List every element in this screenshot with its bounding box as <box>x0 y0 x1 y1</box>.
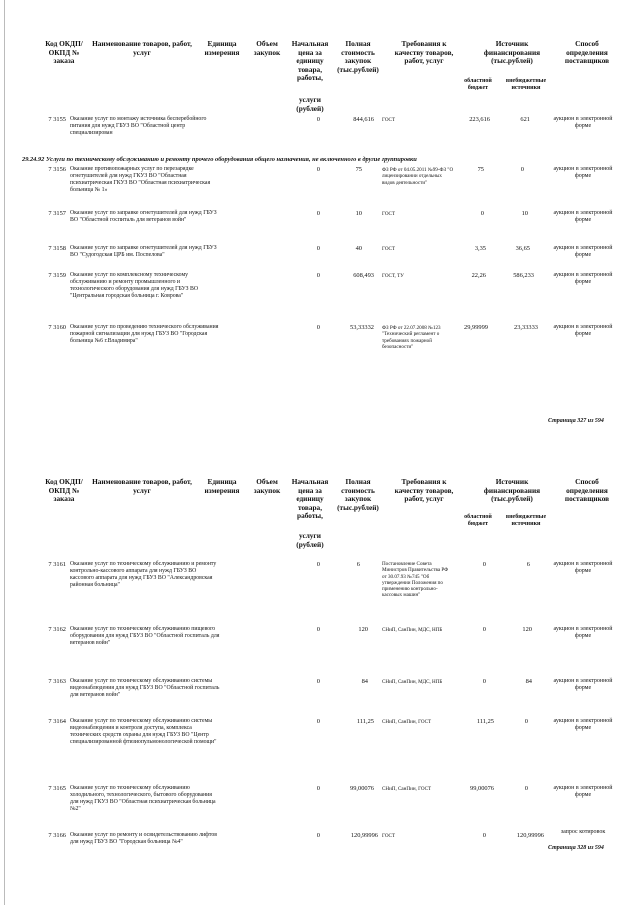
row-name: Оказание услуг по техническому обслуживанию системы видеонаблюдения для нужд ГБУЗ ВО "Областной госпиталь для ветеранов войн" <box>70 678 220 698</box>
header-name: Наименование товаров, работ, услуг <box>92 39 192 57</box>
row-total: 40 <box>355 245 362 252</box>
page-number: Страница 328 из 594 <box>548 845 604 851</box>
row-name: Оказание услуг по комплексному техническому обслуживанию и ремонту промышленного и технологического оборудования для нужд ГБУЗ ВО "Центральная городская больница г. Коврова" <box>70 272 199 299</box>
row-code: 7 3157 <box>48 210 66 217</box>
row-name: Оказание услуг по заправке огнетушителей для нужд ГБУЗ ВО "Областной госпиталь для ветеранов войн" <box>70 210 217 223</box>
header-method: Способ определения поставщиков <box>564 39 610 66</box>
row-requirements: ГОСТ <box>382 833 396 839</box>
header-price: Начальная цена за единицу товара, работы, <box>291 477 329 521</box>
header-volume: Объем закупок <box>253 39 281 57</box>
header-price: Начальная цена за единицу товара, работы, <box>291 39 329 83</box>
row-extra: 10 <box>521 210 528 217</box>
row-total: 608,493 <box>353 272 374 279</box>
row-method: аукцион в электронной форме <box>553 116 613 129</box>
row-extra: 36,65 <box>515 245 530 252</box>
row-code: 7 3162 <box>48 626 66 633</box>
header-source: Источник финансирования (тыс.рублей) <box>483 39 541 66</box>
row-code: 7 3156 <box>48 166 66 173</box>
row-requirements: ГОСТ <box>382 246 396 252</box>
row-price: 0 <box>316 324 320 331</box>
row-total: 844,616 <box>353 116 374 123</box>
row-extra: 84 <box>525 678 532 685</box>
row-extra: 0 <box>524 785 528 792</box>
row-code: 7 3163 <box>48 678 66 685</box>
row-price: 0 <box>316 718 320 725</box>
row-price: 0 <box>316 561 320 568</box>
header-extra: внебюджетные источники <box>505 514 547 527</box>
row-extra: 23,33333 <box>514 324 538 331</box>
row-requirements: ГОСТ, ТУ <box>382 273 404 279</box>
row-extra: 6 <box>526 561 530 568</box>
header-code: Код ОКДП/ ОКПД № заказа <box>45 477 83 504</box>
row-regional: 0 <box>482 626 486 633</box>
header-source: Источник финансирования (тыс.рублей) <box>483 477 541 504</box>
row-method: аукцион в электронной форме <box>553 718 613 731</box>
row-code: 7 3158 <box>48 245 66 252</box>
page-number: Страница 327 из 594 <box>548 418 604 424</box>
row-regional: 99,00076 <box>470 785 494 792</box>
row-total: 75 <box>355 166 362 173</box>
row-code: 7 3164 <box>48 718 66 725</box>
row-price: 0 <box>316 166 320 173</box>
row-method: аукцион в электронной форме <box>553 561 613 574</box>
row-extra: 0 <box>524 718 528 725</box>
row-method: запрос котировок <box>560 829 606 835</box>
row-price: 0 <box>316 678 320 685</box>
header-price-services: услуги (рублей) <box>296 531 324 549</box>
row-total: 99,00076 <box>350 785 374 792</box>
row-extra: 586,233 <box>513 272 534 279</box>
header-regional: областной бюджет <box>464 78 492 91</box>
row-total: 84 <box>361 678 368 685</box>
row-name: Оказание услуг по ремонту и освидетельствованию лифтов для нужд ГБУЗ ВО "Городская больница №4" <box>70 832 217 845</box>
row-requirements: СНиП, СанПин, ГОСТ <box>382 719 432 725</box>
row-code: 7 3166 <box>48 832 66 839</box>
row-extra: 621 <box>520 116 530 123</box>
row-requirements: СНиП, СанПин, ГОСТ <box>382 786 432 792</box>
row-price: 0 <box>316 832 320 839</box>
row-regional: 111,25 <box>476 718 494 725</box>
row-regional: 29,99999 <box>464 324 488 331</box>
row-total: 6 <box>356 561 360 568</box>
header-requirements: Требования к качеству товаров, работ, услуг <box>394 477 454 504</box>
row-method: аукцион в электронной форме <box>553 324 613 337</box>
row-extra: 0 <box>520 166 524 173</box>
row-regional: 0 <box>482 678 486 685</box>
row-code: 7 3161 <box>48 561 66 568</box>
row-name: Оказание услуг по проведению технического обслуживания пожарной сигнализации для нужд ГБУЗ ВО "Городская больница №6 г.Владимира" <box>70 324 219 344</box>
row-code: 7 3165 <box>48 785 66 792</box>
row-method: аукцион в электронной форме <box>553 626 613 639</box>
header-method: Способ определения поставщиков <box>564 477 610 504</box>
row-name: Оказание услуг по заправке огнетушителей для нужд ГБУЗ ВО "Судогодская ЦРБ им. Поспелова" <box>70 245 217 258</box>
row-name: Оказание услуг по техническому обслуживанию и ремонту контрольно-кассового аппарата для нужд ГБУЗ ВО кассового аппарата для нужд ГБУЗ ВО "Александровская районная больница" <box>70 561 217 588</box>
row-regional: 223,616 <box>469 116 490 123</box>
row-regional: 3,35 <box>474 245 486 252</box>
row-name: Оказание услуг по монтажу источника бесперебойного питания для нужд ГБУЗ ВО "Областной центр специализирован <box>70 116 207 136</box>
header-total: Полная стоимость закупок (тыс.рублей) <box>337 477 379 512</box>
group-title: 29.24.92 Услуги по техническому обслуживанию и ремонту прочего оборудования общего назначения, не включенного в другие группировки <box>22 156 417 163</box>
header-name: Наименование товаров, работ, услуг <box>92 477 192 495</box>
row-price: 0 <box>316 785 320 792</box>
row-regional: 0 <box>482 832 486 839</box>
row-regional: 22,26 <box>471 272 486 279</box>
row-code: 7 3160 <box>48 324 66 331</box>
row-method: аукцион в электронной форме <box>553 785 613 798</box>
row-method: аукцион в электронной форме <box>553 166 613 179</box>
row-code: 7 3159 <box>48 272 66 279</box>
row-method: аукцион в электронной форме <box>553 678 613 691</box>
row-method: аукцион в электронной форме <box>553 245 613 258</box>
header-price-services: услуги (рублей) <box>296 95 324 113</box>
header-requirements: Требования к качеству товаров, работ, услуг <box>394 39 454 66</box>
row-total: 10 <box>355 210 362 217</box>
row-requirements: СНиП, СанПин, МДС, НПБ <box>382 627 443 633</box>
row-requirements: Постановление Совета Министров Правительства РФ от 30.07.93 №745 "Об утверждении Положения по применению контрольно-кассовых машин" <box>382 561 449 599</box>
row-total: 53,33332 <box>350 324 374 331</box>
header-unit: Единица измерения <box>204 39 240 57</box>
row-total: 120 <box>358 626 368 633</box>
row-requirements: СНиП, СанПин, МДС, НПБ <box>382 679 443 685</box>
row-method: аукцион в электронной форме <box>553 210 613 223</box>
header-unit: Единица измерения <box>204 477 240 495</box>
row-code: 7 3155 <box>48 116 66 123</box>
row-price: 0 <box>316 626 320 633</box>
row-name: Оказание услуг по техническому обслуживанию пищевого оборудования для нужд ГБУЗ ВО "Областной госпиталь для ветеранов войн" <box>70 626 220 646</box>
row-extra: 120,99996 <box>516 832 544 839</box>
row-name: Оказание противопожарных услуг по перезарядке огнетушителей для нужд ГКУЗ ВО "Областная психиатрическая ГКУЗ ВО "Областная психиатрическая больница № 1» <box>70 166 211 193</box>
row-regional: 0 <box>482 561 486 568</box>
header-regional: областной бюджет <box>464 514 492 527</box>
row-price: 0 <box>316 116 320 123</box>
row-regional: 0 <box>480 210 484 217</box>
row-extra: 120 <box>522 626 532 633</box>
scan-edge <box>4 0 5 905</box>
row-method: аукцион в электронной форме <box>553 272 613 285</box>
header-volume: Объем закупок <box>253 477 281 495</box>
row-requirements: ГОСТ <box>382 211 396 217</box>
row-name: Оказание услуг по техническому обслуживанию системы видеонаблюдения и контроля доступа, комплекса технических средств охраны для нужд ГБУЗ ВО "Центр специализированной фтизиопульмонологической помощи" <box>70 718 217 745</box>
row-total: 120,99996 <box>350 832 378 839</box>
row-price: 0 <box>316 245 320 252</box>
row-regional: 75 <box>477 166 484 173</box>
row-name: Оказание услуг по техническому обслуживанию холодильного, технологического, бытового оборудования для нужд ГКУЗ ВО "Областная психиатрическая больница №2" <box>70 785 216 812</box>
row-requirements: ФЗ РФ от 22.07.2008 №123 "Технический регламент о требованиях пожарной безопасности" <box>382 325 441 350</box>
row-requirements: ГОСТ <box>382 117 396 123</box>
row-requirements: ФЗ РФ от 04.05.2011 №99-ФЗ "О лицензировании отдельных видов деятельности" <box>382 167 454 186</box>
row-price: 0 <box>316 210 320 217</box>
header-total: Полная стоимость закупок (тыс.рублей) <box>337 39 379 74</box>
header-extra: внебюджетные источники <box>505 78 547 91</box>
row-price: 0 <box>316 272 320 279</box>
header-code: Код ОКДП/ ОКПД № заказа <box>45 39 83 66</box>
row-total: 111,25 <box>356 718 374 725</box>
